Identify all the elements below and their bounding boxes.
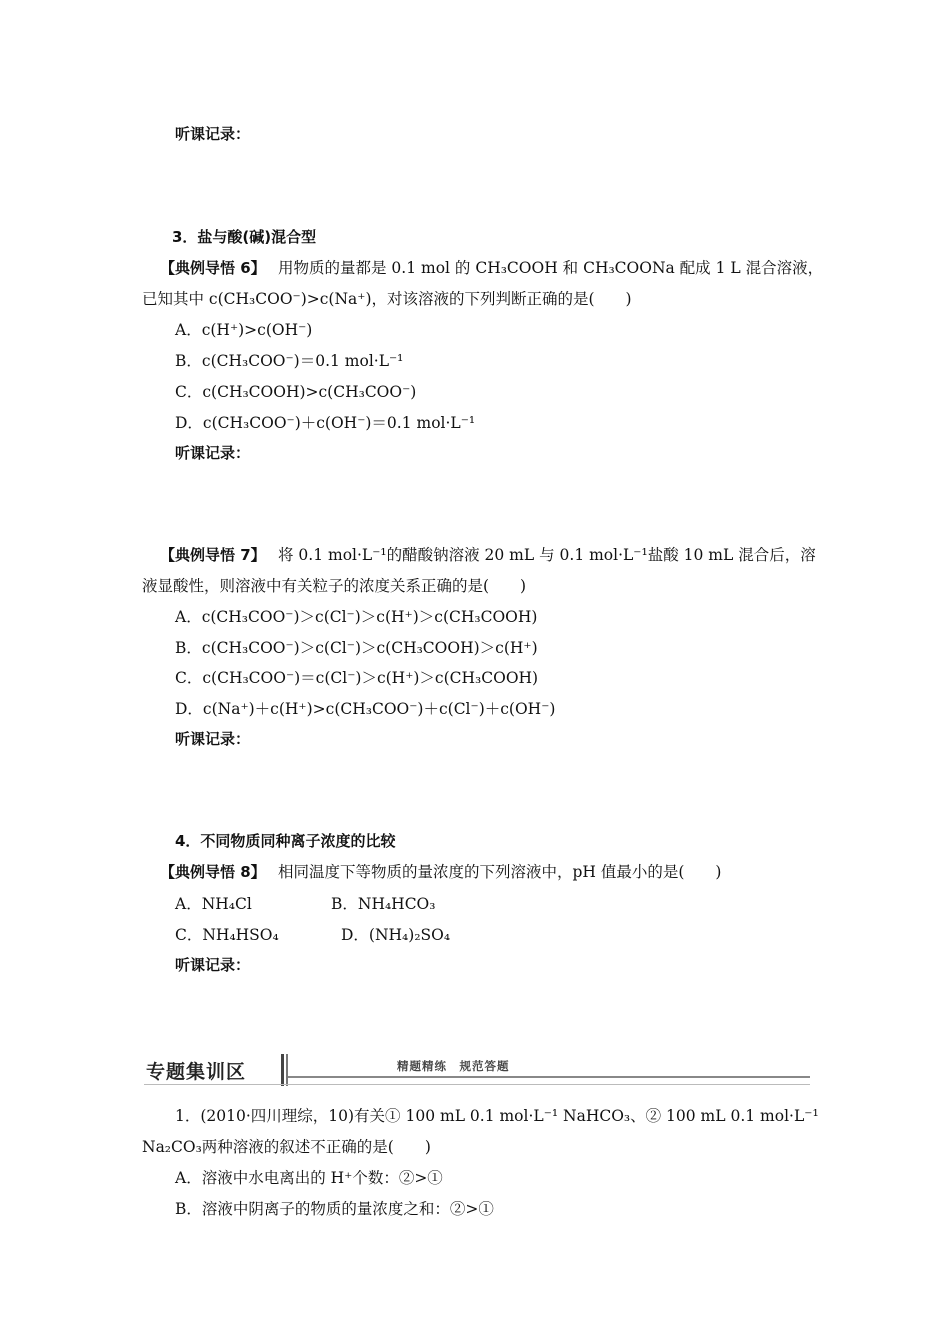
banner-divider <box>286 1054 288 1086</box>
section-heading-4: 4．不同物质同种离子浓度的比较 <box>175 832 396 850</box>
example-6-tag: 【典例导悟 6】 <box>160 259 266 277</box>
lecture-notes-label: 听课记录： <box>175 956 251 974</box>
practice-1-question-line1: 1．(2010·四川理综，10)有关① 100 mL 0.1 mol·L⁻¹ NaHCO₃、② 100 mL 0.1 mol·L⁻¹ <box>175 1107 819 1125</box>
example-8-option-b: B．NH₄HCO₃ <box>331 895 436 913</box>
example-7-option-c: C．c(CH₃COO⁻)＝c(Cl⁻)＞c(H⁺)＞c(CH₃COOH) <box>175 669 539 687</box>
example-7-option-a: A．c(CH₃COO⁻)＞c(Cl⁻)＞c(H⁺)＞c(CH₃COOH) <box>175 608 538 626</box>
example-8-question: 相同温度下等物质的量浓度的下列溶液中，pH 值最小的是( ) <box>278 863 722 881</box>
example-6-option-a: A．c(H⁺)>c(OH⁻) <box>175 321 313 339</box>
example-7-question-line2: 液显酸性，则溶液中有关粒子的浓度关系正确的是( ) <box>142 577 527 595</box>
banner-underline <box>144 1084 810 1085</box>
example-6-question-line2: 已知其中 c(CH₃COO⁻)>c(Na⁺)，对该溶液的下列判断正确的是( ) <box>142 290 632 308</box>
example-8-option-d: D．(NH₄)₂SO₄ <box>341 926 451 944</box>
lecture-notes-label: 听课记录： <box>175 125 251 143</box>
example-7-option-b: B．c(CH₃COO⁻)＞c(Cl⁻)＞c(CH₃COOH)＞c(H⁺) <box>175 639 538 657</box>
example-6-option-b: B．c(CH₃COO⁻)＝0.1 mol·L⁻¹ <box>175 352 404 370</box>
banner-subtitle: 精题精练 规范答题 <box>397 1059 510 1073</box>
banner-title: 专题集训区 <box>146 1061 247 1083</box>
example-6-option-c: C．c(CH₃COOH)>c(CH₃COO⁻) <box>175 383 417 401</box>
banner-divider <box>281 1054 284 1086</box>
example-8-option-c: C．NH₄HSO₄ <box>175 926 279 944</box>
practice-1-option-a: A．溶液中水电离出的 H⁺个数：②>① <box>175 1169 443 1187</box>
section-banner <box>142 1052 810 1088</box>
lecture-notes-label: 听课记录： <box>175 444 251 462</box>
example-6-option-d: D．c(CH₃COO⁻)＋c(OH⁻)＝0.1 mol·L⁻¹ <box>175 414 476 432</box>
example-8-option-a: A．NH₄Cl <box>175 895 252 913</box>
practice-1-option-b: B．溶液中阴离子的物质的量浓度之和：②>① <box>175 1200 494 1218</box>
example-7-tag: 【典例导悟 7】 <box>160 546 266 564</box>
example-8-tag: 【典例导悟 8】 <box>160 863 266 881</box>
banner-rule <box>288 1076 810 1078</box>
section-heading-3: 3．盐与酸(碱)混合型 <box>172 228 317 246</box>
example-6-question-line1: 用物质的量都是 0.1 mol 的 CH₃COOH 和 CH₃COONa 配成 1 L 混合溶液， <box>278 259 824 277</box>
practice-1-question-line2: Na₂CO₃两种溶液的叙述不正确的是( ) <box>142 1138 431 1156</box>
example-7-question-line1: 将 0.1 mol·L⁻¹的醋酸钠溶液 20 mL 与 0.1 mol·L⁻¹盐酸 10 mL 混合后，溶 <box>278 546 816 564</box>
example-7-option-d: D．c(Na⁺)＋c(H⁺)>c(CH₃COO⁻)＋c(Cl⁻)＋c(OH⁻) <box>175 700 556 718</box>
lecture-notes-label: 听课记录： <box>175 730 251 748</box>
